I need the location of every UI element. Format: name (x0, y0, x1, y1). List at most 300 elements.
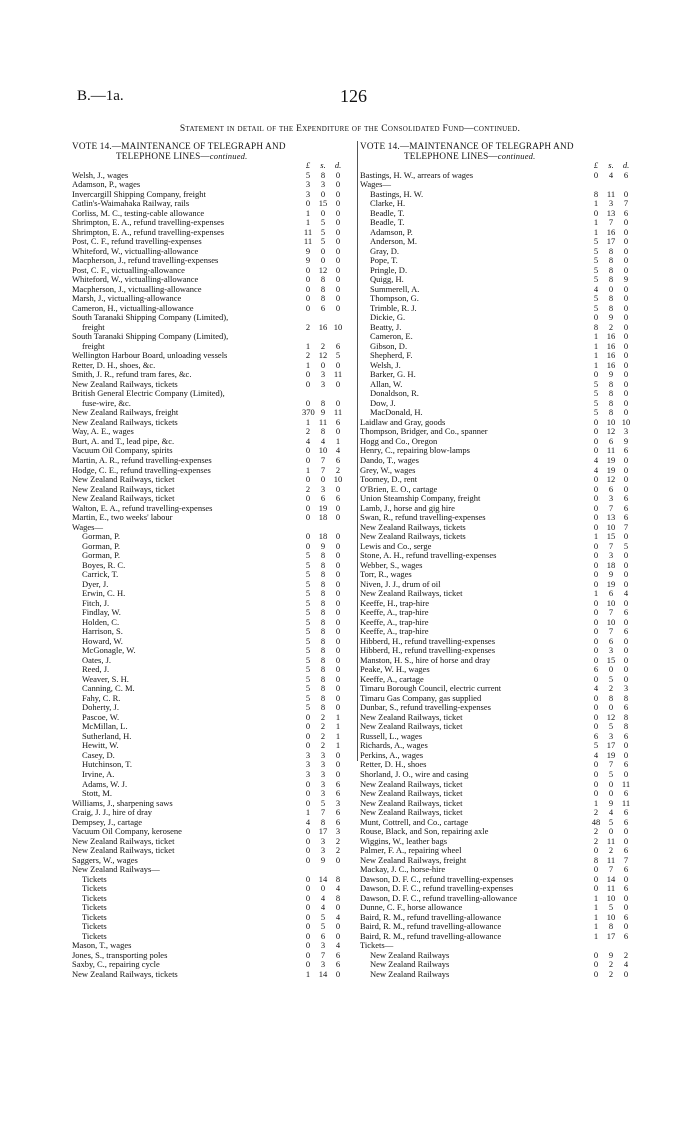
entry-description: Bastings, H. W., arrears of wages (360, 170, 474, 180)
left-entry-row (72, 427, 352, 437)
left-entry-row (72, 523, 352, 533)
entry-pence: 6 (623, 845, 629, 856)
entry-pence: 4 (335, 911, 341, 922)
entry-pounds: 0 (305, 274, 311, 285)
entry-pounds: 5 (305, 692, 311, 703)
right-entry-row (360, 856, 640, 866)
entry-pence: 0 (335, 759, 341, 770)
entry-pounds: 1 (593, 340, 599, 351)
entry-pence: 0 (623, 226, 629, 237)
entry-description: Fahy, C. R. (82, 693, 121, 703)
right-entry-row (360, 446, 640, 456)
left-entry-row (72, 665, 352, 675)
entry-description: Beadle, T. (370, 218, 405, 228)
entry-shillings: 8 (320, 626, 326, 637)
left-entry-row (72, 865, 352, 875)
entry-pounds: 0 (305, 873, 311, 884)
entry-shillings: 5 (320, 236, 326, 247)
entry-pounds: 0 (593, 788, 599, 799)
entry-shillings: 6 (320, 930, 326, 941)
entry-pounds: 5 (593, 255, 599, 266)
entry-pounds: 0 (593, 607, 599, 618)
entry-shillings: 5 (320, 226, 326, 237)
entry-shillings: 8 (608, 407, 614, 418)
entry-description: Dawson, D. F. C., refund travelling-expenses (360, 884, 514, 894)
entry-pence: 8 (335, 892, 341, 903)
entry-pence: 4 (335, 883, 341, 894)
entry-pounds: 0 (305, 283, 311, 294)
entry-pence: 0 (335, 359, 341, 370)
right-column (360, 141, 640, 979)
entry-pounds: 0 (305, 826, 311, 837)
entry-pence: 0 (335, 264, 341, 275)
entry-pounds: 5 (305, 597, 311, 608)
right-currency-header (360, 161, 640, 171)
entry-description: New Zealand Railways, ticket (72, 475, 175, 485)
left-entry-row (72, 494, 352, 504)
entry-shillings: 9 (608, 797, 614, 808)
entry-pence: 0 (335, 569, 341, 580)
entry-description: Bastings, H. W. (370, 189, 424, 199)
entry-description: Whiteford, W., victualling-allowance (72, 275, 199, 285)
entry-shillings: 10 (606, 616, 616, 627)
entry-description: Beatty, J. (370, 322, 402, 332)
entry-shillings: 8 (320, 673, 326, 684)
entry-description: Corliss, M. C., testing-cable allowance (72, 208, 205, 218)
left-entry-row (72, 913, 352, 923)
entry-description: Vacuum Oil Company, kerosene (72, 827, 182, 837)
entry-pounds: 0 (593, 550, 599, 561)
entry-pence: 0 (623, 597, 629, 608)
entry-shillings: 7 (320, 454, 326, 465)
right-entry-row (360, 751, 640, 761)
entry-description: Burt, A. and T., lead pipe, &c. (72, 436, 175, 446)
entry-shillings: 14 (318, 873, 328, 884)
left-entry-row (72, 285, 352, 295)
right-entry-row (360, 551, 640, 561)
right-entry-row (360, 770, 640, 780)
entry-shillings: 15 (606, 531, 616, 542)
entry-pence: 0 (623, 331, 629, 342)
entry-pounds: 0 (305, 445, 311, 456)
left-entry-row (72, 418, 352, 428)
right-entry-row (360, 789, 640, 799)
left-entry-row (72, 837, 352, 847)
entry-shillings: 5 (608, 673, 614, 684)
right-entry-row (360, 608, 640, 618)
entry-pounds: 0 (593, 312, 599, 323)
entry-shillings: 2 (608, 968, 614, 979)
entry-pounds: 0 (593, 711, 599, 722)
entry-shillings: 16 (606, 350, 616, 361)
left-entry-row (72, 266, 352, 276)
entry-pounds: 0 (305, 835, 311, 846)
entry-pounds: 0 (305, 474, 311, 485)
entry-pounds: 0 (593, 645, 599, 656)
entry-description: New Zealand Railways, ticket (360, 779, 463, 789)
right-entry-row (360, 437, 640, 447)
entry-shillings: 14 (318, 968, 328, 979)
left-entry-row (72, 237, 352, 247)
entry-pounds: 0 (305, 797, 311, 808)
entry-pence: 0 (623, 749, 629, 760)
entry-pence: 0 (335, 283, 341, 294)
entry-description: Quigg, H. (370, 275, 404, 285)
entry-pounds: 0 (305, 788, 311, 799)
entry-description: Laidlaw and Gray, goods (360, 417, 446, 427)
entry-description: Dando, T., wages (360, 455, 419, 465)
right-entry-row (360, 837, 640, 847)
entry-pounds: 0 (593, 968, 599, 979)
right-entry-row (360, 665, 640, 675)
left-entry-row (72, 760, 352, 770)
entry-shillings: 0 (608, 283, 614, 294)
entry-description: Adamson, P. (370, 227, 413, 237)
entry-pounds: 0 (305, 369, 311, 380)
entry-description: Palmer, F. A., repairing wheel (360, 846, 462, 856)
entry-pence: 0 (623, 454, 629, 465)
entry-shillings: 9 (608, 369, 614, 380)
entry-description: Gray, D. (370, 246, 399, 256)
entry-description: Hibberd, H., refund travelling-expenses (360, 646, 496, 656)
entry-pounds: 0 (305, 902, 311, 913)
left-entry-row (72, 275, 352, 285)
entry-description: Stone, A. H., refund travelling-expenses (360, 551, 497, 561)
entry-pence: 8 (623, 721, 629, 732)
entry-pence: 10 (621, 416, 631, 427)
right-entry-row (360, 675, 640, 685)
entry-description: Manston, H. S., hire of horse and dray (360, 655, 491, 665)
entry-description: Grey, W., wages (360, 465, 416, 475)
entry-pounds: 0 (593, 483, 599, 494)
entry-shillings: 2 (320, 721, 326, 732)
entry-description: Reed, J. (82, 665, 110, 675)
entry-description: Summerell, A. (370, 284, 420, 294)
entry-pence: 9 (623, 435, 629, 446)
entry-pence: 0 (623, 302, 629, 313)
right-entry-row (360, 970, 640, 980)
entry-description: Findlay, W. (82, 608, 121, 618)
entry-pence: 6 (623, 883, 629, 894)
entry-shillings: 16 (606, 331, 616, 342)
entry-description: Hewitt, W. (82, 741, 119, 751)
entry-pence: 4 (335, 445, 341, 456)
entry-description: Perkins, A., wages (360, 750, 424, 760)
left-column (72, 141, 352, 979)
entry-description: Shrimpton, E. A., refund travelling-expenses (72, 227, 225, 237)
entry-pence: 0 (623, 873, 629, 884)
right-entry-row (360, 228, 640, 238)
right-entry-row (360, 875, 640, 885)
entry-shillings: 6 (608, 435, 614, 446)
entry-pounds: 5 (305, 569, 311, 580)
entry-description: Niven, J. J., drum of oil (360, 579, 441, 589)
entry-pounds: 0 (305, 540, 311, 551)
entry-pounds: 0 (305, 730, 311, 741)
entry-pence: 6 (623, 445, 629, 456)
document-code: B.—1a. (77, 88, 124, 104)
entry-description: Dunbar, S., refund travelling-expenses (360, 703, 491, 713)
right-entry-row (360, 399, 640, 409)
entry-description: Munt, Cottrell, and Co., cartage (360, 817, 469, 827)
entry-shillings: 5 (608, 816, 614, 827)
entry-pence: 0 (335, 607, 341, 618)
entry-pounds: 11 (303, 236, 313, 247)
entry-pounds: 0 (593, 597, 599, 608)
entry-pence: 0 (623, 245, 629, 256)
entry-description: Whiteford, W., victualling-allowance (72, 246, 199, 256)
left-entry-row (72, 646, 352, 656)
entry-pence: 6 (335, 816, 341, 827)
entry-pence: 0 (335, 550, 341, 561)
right-entry-row (360, 171, 640, 181)
entry-pence: 0 (335, 378, 341, 389)
right-entry-row (360, 741, 640, 751)
right-entry-row (360, 703, 640, 713)
entry-description: Wellington Harbour Board, unloading vessels (72, 351, 228, 361)
entry-description: Cameron, H., victualling-allowance (72, 303, 194, 313)
entry-pence: 3 (623, 683, 629, 694)
right-entry-row (360, 618, 640, 628)
entry-pounds: 0 (593, 502, 599, 513)
entry-description: Martin, E., two weeks' labour (72, 513, 173, 523)
entry-shillings: 7 (608, 759, 614, 770)
entry-pence: 6 (335, 416, 341, 427)
entry-description: Mackay, J. C., horse-hire (360, 865, 446, 875)
column-divider (357, 141, 358, 761)
right-entry-row (360, 913, 640, 923)
left-entry-row (72, 370, 352, 380)
left-entry-row (72, 342, 352, 352)
entry-pounds: 0 (593, 949, 599, 960)
entry-description: Mason, T., wages (72, 941, 132, 951)
entry-pounds: 0 (593, 493, 599, 504)
entry-shillings: 3 (608, 493, 614, 504)
left-entry-row (72, 780, 352, 790)
entry-description: Adamson, P., wages (72, 180, 141, 190)
entry-description: O'Brien, E. O., cartage (360, 484, 438, 494)
entry-pounds: 1 (305, 807, 311, 818)
entry-description: Smith, J. R., refund tram fares, &c. (72, 370, 192, 380)
entry-pounds: 1 (593, 198, 599, 209)
entry-shillings: 3 (608, 550, 614, 561)
entry-shillings: 5 (320, 911, 326, 922)
entry-pence: 0 (623, 892, 629, 903)
left-entry-row (72, 618, 352, 628)
entry-description: Wages— (72, 522, 103, 532)
entry-pounds: 4 (593, 683, 599, 694)
right-entry-row (360, 418, 640, 428)
entry-pounds: 0 (593, 474, 599, 485)
entry-description: Keeffe, H., trap-hire (360, 598, 429, 608)
entry-shillings: 9 (320, 854, 326, 865)
left-entry-row (72, 694, 352, 704)
entry-pounds: 0 (593, 616, 599, 627)
entry-description: McMillan, L. (82, 722, 128, 732)
entry-pence: 6 (335, 959, 341, 970)
entry-pounds: 1 (593, 797, 599, 808)
entry-pounds: 0 (305, 892, 311, 903)
right-entry-row (360, 389, 640, 399)
entry-pounds: 0 (593, 702, 599, 713)
entry-pence: 8 (623, 692, 629, 703)
entry-shillings: 19 (606, 464, 616, 475)
left-entry-row (72, 789, 352, 799)
entry-pence: 6 (623, 207, 629, 218)
entry-shillings: 19 (606, 454, 616, 465)
entry-pence: 6 (623, 864, 629, 875)
right-entry-row (360, 884, 640, 894)
left-entry-row (72, 637, 352, 647)
entry-pence: 0 (335, 426, 341, 437)
entry-pounds: 5 (305, 654, 311, 665)
entry-description: Oates, J. (82, 655, 112, 665)
entry-pounds: 1 (305, 359, 311, 370)
entry-pounds: 0 (305, 531, 311, 542)
entry-shillings: 11 (606, 883, 616, 894)
entry-shillings: 8 (320, 550, 326, 561)
entry-pounds: 5 (593, 274, 599, 285)
entry-pounds: 5 (593, 264, 599, 275)
entry-pence: 6 (623, 816, 629, 827)
entry-description: New Zealand Railways (370, 950, 450, 960)
entry-pounds: 1 (593, 359, 599, 370)
left-vote-title-line2-text: TELEPHONE LINES— (116, 151, 210, 161)
entry-pence: 0 (335, 769, 341, 779)
entry-description: MacDonald, H. (370, 408, 423, 418)
entry-pence: 0 (623, 664, 629, 675)
entry-description: Gorman, P. (82, 532, 121, 542)
left-entry-row (72, 475, 352, 485)
left-entry-row (72, 656, 352, 666)
entry-shillings: 18 (606, 559, 616, 570)
entry-description: British General Electric Company (Limited), (72, 389, 225, 399)
entry-pounds: 2 (593, 826, 599, 837)
entry-pence: 0 (623, 264, 629, 275)
entry-pence: 2 (335, 835, 341, 846)
entry-shillings: 19 (606, 578, 616, 589)
entry-pounds: 1 (305, 464, 311, 475)
right-entry-row (360, 799, 640, 809)
entry-shillings: 5 (320, 797, 326, 808)
right-entry-row (360, 542, 640, 552)
entry-shillings: 17 (318, 826, 328, 837)
entry-pence: 1 (335, 711, 341, 722)
right-entry-row (360, 351, 640, 361)
entry-shillings: 3 (320, 759, 326, 770)
entry-description: Shrimpton, E. A., refund travelling-expenses (72, 218, 225, 228)
entry-description: freight (82, 341, 105, 351)
left-entry-row (72, 741, 352, 751)
entry-pence: 0 (623, 740, 629, 751)
entry-shillings: 10 (606, 521, 616, 532)
entry-pounds: 2 (305, 350, 311, 361)
left-entries (72, 161, 352, 979)
entry-description: Way, A. E., wages (72, 427, 134, 437)
right-entry-row (360, 627, 640, 637)
entry-pence: 0 (335, 512, 341, 523)
entry-shillings: 2 (608, 321, 614, 332)
entry-pounds: 0 (305, 845, 311, 856)
entry-description: Fitch, J. (82, 598, 110, 608)
entry-description: Thompson, G. (370, 294, 419, 304)
entry-description: Trimble, R. J. (370, 303, 417, 313)
right-entry-row (360, 466, 640, 476)
left-vote-title-continued: continued. (209, 151, 248, 161)
entry-pounds: 5 (305, 578, 311, 589)
entry-shillings: 12 (606, 426, 616, 437)
entry-description: New Zealand Railways, tickets (360, 522, 466, 532)
entry-description: Martin, A. R., refund travelling-expenses (72, 455, 212, 465)
left-entry-row (72, 770, 352, 780)
right-entry-row (360, 599, 640, 609)
left-entry-row (72, 589, 352, 599)
entry-pence: 0 (623, 293, 629, 304)
entry-pounds: 0 (305, 493, 311, 504)
entry-description: Casey, D. (82, 750, 115, 760)
entry-pounds: 3 (305, 759, 311, 770)
entry-description: Clarke, H. (370, 199, 406, 209)
entry-shillings: 11 (318, 416, 328, 427)
left-entry-row (72, 408, 352, 418)
left-entry-row (72, 751, 352, 761)
entry-description: Harrison, S. (82, 627, 123, 637)
entry-pence: 0 (623, 321, 629, 332)
entry-description: Cameron, E. (370, 332, 413, 342)
right-entry-row (360, 199, 640, 209)
entry-pence: 6 (623, 807, 629, 818)
left-entry-row (72, 941, 352, 951)
entry-description: South Taranaki Shipping Company (Limited), (72, 313, 229, 323)
entry-shillings: 3 (320, 483, 326, 494)
entry-shillings: 8 (320, 169, 326, 180)
left-entry-row (72, 580, 352, 590)
entry-pounds: 5 (305, 616, 311, 627)
entry-description: Hodge, C. E., refund travelling-expenses (72, 465, 211, 475)
entry-shillings: 2 (320, 340, 326, 351)
left-entry-row (72, 884, 352, 894)
entry-pence: 0 (335, 749, 341, 760)
entry-pounds: 0 (305, 959, 311, 970)
entry-shillings: 6 (608, 588, 614, 599)
entry-description: Shepherd, F. (370, 351, 413, 361)
entry-description: Macpherson, J., refund travelling-expenses (72, 256, 219, 266)
entry-pence: 6 (335, 493, 341, 504)
entry-pounds: 2 (305, 321, 311, 332)
entry-pounds: 0 (593, 207, 599, 218)
entry-pence: 0 (623, 464, 629, 475)
entry-pounds: 0 (593, 769, 599, 779)
entry-pence: 0 (623, 826, 629, 837)
entry-description: Thompson, Bridger, and Co., spanner (360, 427, 488, 437)
entry-pence: 1 (335, 721, 341, 732)
entry-pence: 0 (335, 302, 341, 313)
right-entry-row (360, 266, 640, 276)
entry-pence: 0 (335, 226, 341, 237)
entry-description: Keeffe, A., trap-hire (360, 627, 429, 637)
entry-description: Doherty, J. (82, 703, 119, 713)
entry-description: New Zealand Railways, ticket (72, 484, 175, 494)
entry-pounds: 0 (305, 264, 311, 275)
right-entry-row (360, 313, 640, 323)
entry-shillings: 8 (608, 388, 614, 399)
entry-description: Dyer, J. (82, 579, 109, 589)
entry-pence: 2 (335, 845, 341, 856)
entry-description: Donaldson, R. (370, 389, 419, 399)
entry-shillings: 0 (608, 702, 614, 713)
entry-pence: 0 (623, 188, 629, 199)
entry-shillings: 16 (318, 321, 328, 332)
